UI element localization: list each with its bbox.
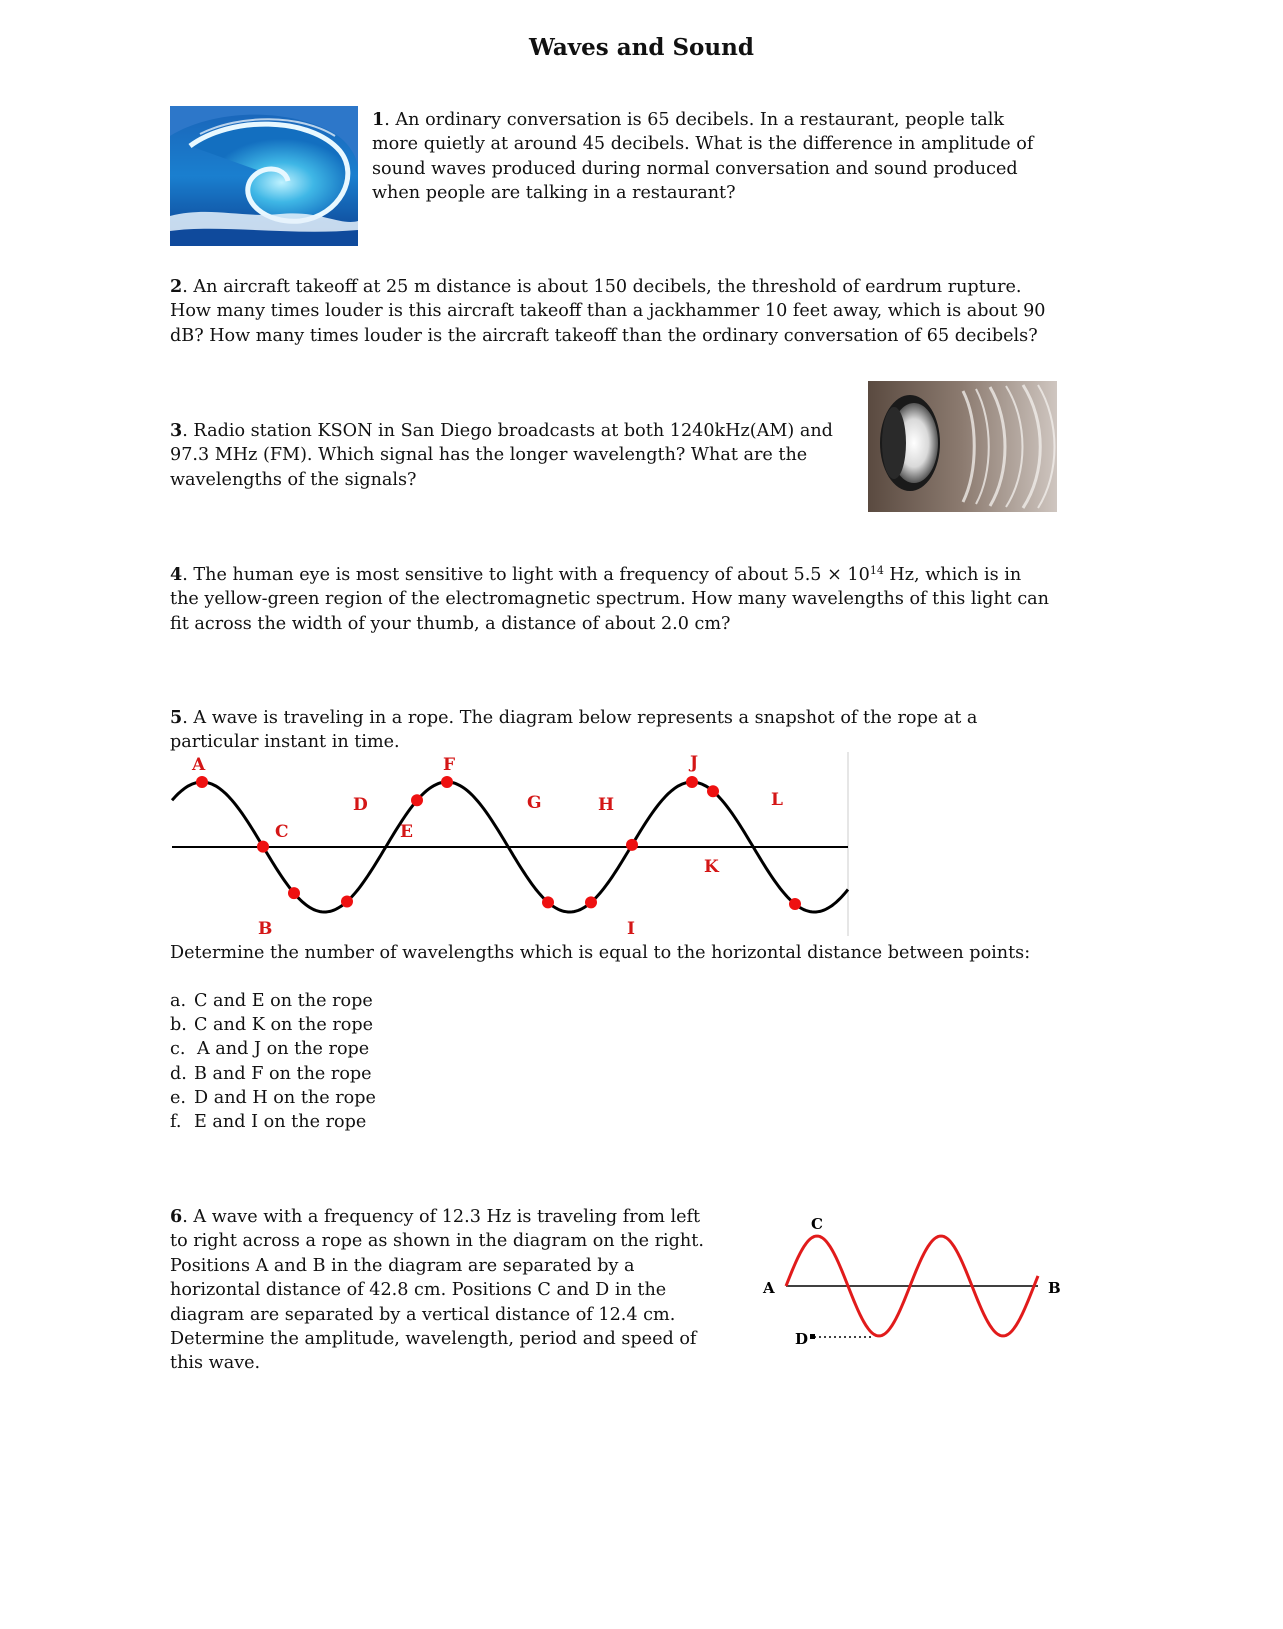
rope-wave-diagram <box>160 750 860 940</box>
question-4-text-after: Hz, which is in the yellow-green region of the electromagnetic spectrum. How many wavelengths of this light can fit across the width of your thumb, a distance of about 2.0 cm? <box>170 565 1050 634</box>
rope-label-k: K <box>704 857 719 877</box>
rope-label-h: H <box>598 795 615 815</box>
rope-label-c: C <box>275 822 289 842</box>
rope-label-e: E <box>400 822 413 842</box>
rope-point-f <box>441 776 453 788</box>
rope-point-l <box>789 898 801 910</box>
rope-label-a: A <box>192 755 206 775</box>
item-letter: e. <box>170 1087 187 1108</box>
list-item <box>170 1110 430 1134</box>
item-letter: c. <box>170 1039 186 1060</box>
question-4-number: 4 <box>170 564 183 585</box>
question-2-text: . An aircraft takeoff at 25 m distance is about 150 decibels, the threshold of eardrum rupture. How many times louder is this aircraft takeoff than a jackhammer 10 feet away, which is about 90 dB? How many times louder is the aircraft takeoff than the ordinary conversation of 65 decibels? <box>170 277 1046 346</box>
question-3 <box>170 419 860 492</box>
rope-label-f: F <box>443 755 456 775</box>
rope-point-h <box>585 896 597 908</box>
rope-point-e <box>411 794 423 806</box>
rope-label-l: L <box>771 790 783 810</box>
rope-point-a <box>196 776 208 788</box>
question-2 <box>170 275 1050 348</box>
rope-point-d <box>341 896 353 908</box>
question-4-text-before: . The human eye is most sensitive to light with a frequency of about 5.5 × 10 <box>182 565 870 585</box>
question-4-exponent: 14 <box>869 564 884 577</box>
rope-point-i <box>626 839 638 851</box>
rope-label-j: J <box>690 753 699 773</box>
rope-label-i: I <box>627 919 635 939</box>
question-1-number: 1 <box>372 109 385 130</box>
question-3-number: 3 <box>170 420 183 441</box>
rope-label-d: D <box>353 795 368 815</box>
wave-6-diagram <box>756 1205 1076 1355</box>
list-item <box>170 1037 430 1061</box>
rope-point-b <box>257 841 269 853</box>
wave-6-label-b: B <box>1048 1279 1061 1297</box>
question-4 <box>170 563 1050 636</box>
question-6-text: . A wave with a frequency of 12.3 Hz is traveling from left to right across a rope as shown in the diagram on the right. Positions A and B in the diagram are separated by a horizontal distance of 42.8 cm. Positions C and D in the diagram are separated by a vertical distance of 12.4 cm. Determine the amplitude, wavelength, period and speed of this wave. <box>170 1207 704 1374</box>
item-letter: a. <box>170 991 187 1011</box>
item-letter: d. <box>170 1063 187 1084</box>
wave-6-label-c: C <box>811 1215 823 1233</box>
wave-6-label-d: D <box>795 1330 809 1348</box>
rope-point-k <box>707 785 719 797</box>
list-item <box>170 1062 430 1086</box>
item-letter: b. <box>170 1015 187 1036</box>
question-1 <box>372 108 1044 206</box>
point-d-marker <box>810 1334 815 1339</box>
item-letter: f. <box>170 1112 182 1133</box>
list-item <box>170 989 430 1013</box>
question-5-items <box>170 989 430 1134</box>
rope-label-b: B <box>258 919 273 939</box>
list-item <box>170 1086 430 1110</box>
item-text: C and E on the rope <box>194 991 373 1011</box>
list-item <box>170 1013 430 1037</box>
item-text: B and F on the rope <box>194 1063 372 1084</box>
rope-point-c <box>288 887 300 899</box>
rope-point-g <box>542 896 554 908</box>
question-1-text: . An ordinary conversation is 65 decibels. In a restaurant, people talk more quietly at around 45 decibels. What is the difference in amplitude of sound waves produced during normal conversation and sound produced when people are talking in a restaurant? <box>372 110 1034 204</box>
question-3-text: . Radio station KSON in San Diego broadcasts at both 1240kHz(AM) and 97.3 MHz (FM). Which signal has the longer wavelength? What are the wavelengths of the signals? <box>170 421 833 490</box>
item-text: C and K on the rope <box>194 1015 374 1036</box>
speaker-image <box>868 381 1057 512</box>
question-2-number: 2 <box>170 276 183 297</box>
question-5-instruction: Determine the number of wavelengths which is equal to the horizontal distance between points: <box>170 943 1031 963</box>
question-6-number: 6 <box>170 1206 183 1227</box>
rope-label-g: G <box>527 793 542 813</box>
question-5-text: . A wave is traveling in a rope. The diagram below represents a snapshot of the rope at a particular instant in time. <box>170 708 978 753</box>
question-5-number: 5 <box>170 707 183 728</box>
page-title: Waves and Sound <box>529 34 754 61</box>
question-5 <box>170 706 1050 755</box>
item-text: D and H on the rope <box>194 1087 376 1108</box>
ocean-wave-image <box>170 106 358 246</box>
item-text: E and I on the rope <box>194 1112 367 1133</box>
rope-points <box>196 776 801 910</box>
wave-6-label-a: A <box>763 1279 775 1297</box>
question-6 <box>170 1205 718 1376</box>
item-text: A and J on the rope <box>197 1039 370 1060</box>
rope-point-j <box>686 776 698 788</box>
